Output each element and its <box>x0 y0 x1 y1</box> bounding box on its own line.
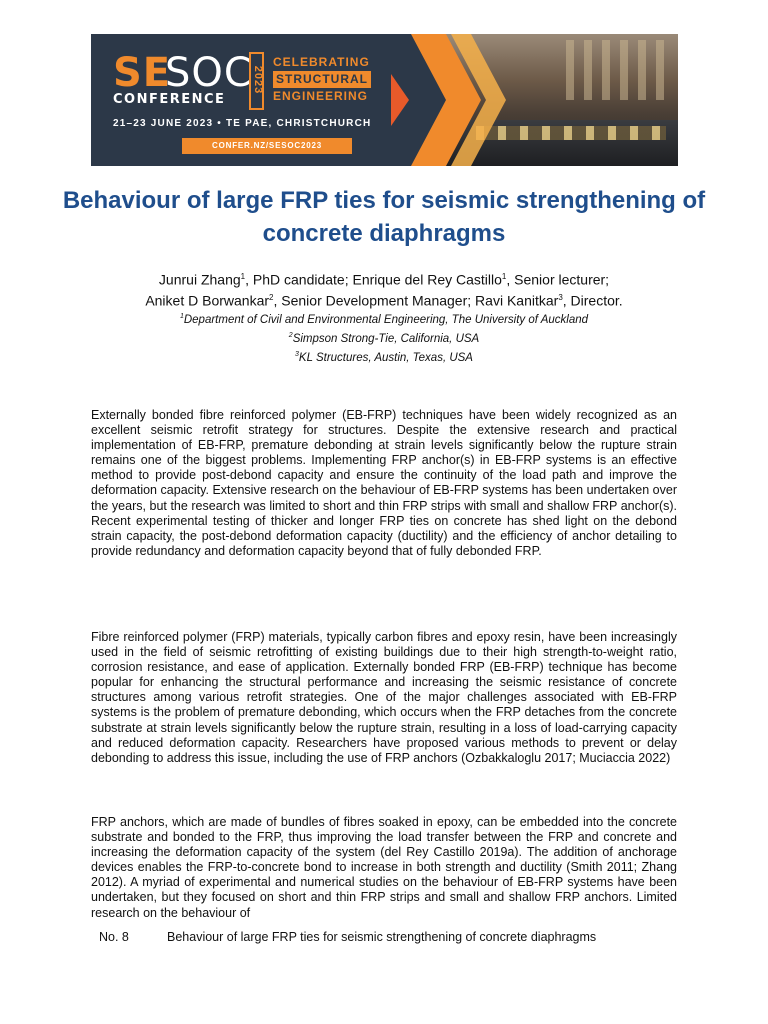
tagline-line-2: STRUCTURAL <box>273 71 371 88</box>
tagline <box>273 54 371 105</box>
paper-title: Behaviour of large FRP ties for seismic strengthening of concrete diaphragms <box>62 187 706 247</box>
conference-url[interactable]: CONFER.NZ/SESOC2023 <box>182 138 352 154</box>
author-role: , Director. <box>562 292 623 309</box>
tagline-line-1: CELEBRATING <box>273 55 370 69</box>
author-name: Junrui Zhang <box>158 271 241 288</box>
footer-number: No. 8 <box>99 930 129 944</box>
logo-se: SE <box>113 50 172 96</box>
chevron-decoration <box>391 34 521 166</box>
author-role: , Senior Development Manager; <box>273 292 476 309</box>
year-label: 2023 <box>252 65 264 95</box>
logo-conference: CONFERENCE <box>113 92 226 107</box>
author-name: Aniket D Borwankar <box>145 292 270 309</box>
author-role: , Senior lecturer; <box>506 271 610 288</box>
affiliations <box>60 309 708 365</box>
page-footer <box>99 930 596 944</box>
abstract-paragraph: Externally bonded fibre reinforced polymer (EB-FRP) techniques have been widely recognized as an excellent seismic retrofit strategy for structures. Despite the extensive research and practical implementation of EB-FRP, premature debonding at strain levels significantly below the rupture strain remains one of the biggest problems. Implementing FRP anchor(s) in EB-FRP systems is an effective method to provide post-debond capacity and ensure the continuity of the load path and improve the deformation capacity. Extensive research on the behaviour of EB-FRP systems has been undertaken over the years, but the research was limited to short and thin FRP strips with small and shallow FRP anchor(s). Recent experimental testing of thicker and longer FRP ties on concrete has shed light on the debond strain capacity, the post-debond deformation capacity (ductility) and the efficiency of anchor detailing to provide redundancy and deformation capacity beyond that of fully debonded FRP. <box>91 408 677 558</box>
author-name: Ravi Kanitkar <box>475 292 559 309</box>
author-sup: 3 <box>558 292 563 302</box>
author-list <box>60 268 708 309</box>
author-sup: 1 <box>240 272 246 281</box>
tagline-line-3: ENGINEERING <box>273 89 369 103</box>
author-sup: 1 <box>501 272 507 281</box>
author-role: , PhD candidate; <box>245 271 353 288</box>
affiliation-1: $^1$Department of Civil and Environmental Engineering, The University of Auckland <box>179 313 589 326</box>
body-paragraph-1: Fibre reinforced polymer (FRP) materials, typically carbon fibres and epoxy resin, have been increasingly used in the field of seismic retrofitting of existing buildings due to their high strength-to-weight ratio, corrosion resistance, and ease of application. Externally bonded FRP (EB-FRP) technique has become popular for enhancing the structural performance and increasing the seismic resistance of concrete structures among various retrofit strategies. One of the major challenges associated with EB-FRP systems is the problem of premature debonding, which occurs when the FRP detaches from the concrete substrate at strain levels significantly below the rupture strain, resulting in a loss of load-carrying capacity and reduced deformation capacity. Researchers have proposed various methods to prevent or delay debonding to address this issue, including the use of FRP anchors (Ozbakkaloglu 2017; Muciaccia 2022) <box>91 630 677 765</box>
affiliation-3: $^3$KL Structures, Austin, Texas, USA <box>295 350 473 364</box>
affiliation-2: $^2$Simpson Strong-Tie, California, USA <box>288 331 480 345</box>
footer-title: Behaviour of large FRP ties for seismic strengthening of concrete diaphragms <box>167 930 597 944</box>
logo-soc: SOC <box>165 50 253 96</box>
author-sup: 2 <box>269 292 274 302</box>
body-paragraph-2: FRP anchors, which are made of bundles of fibres soaked in epoxy, can be embedded into the concrete substrate and bonded to the FRP, thus improving the load transfer between the FRP and concrete and increasing the deformation capacity of the system (del Rey Castillo 2019a). The addition of anchorage devices enables the FRP-to-concrete bond to increase in both strength and ductility (Smith 2011; Zhang 2012). A myriad of experimental and numerical studies on the behaviour of EB-FRP systems have been undertaken, but they focused on short and thin FRP strips and small and shallow FRP anchors. Limited research on the behaviour of <box>91 815 677 920</box>
conference-banner <box>91 34 678 166</box>
event-dates: 21–23 JUNE 2023 • TE PAE, CHRISTCHURCH <box>113 118 372 129</box>
author-name: Enrique del Rey Castillo <box>352 271 502 288</box>
